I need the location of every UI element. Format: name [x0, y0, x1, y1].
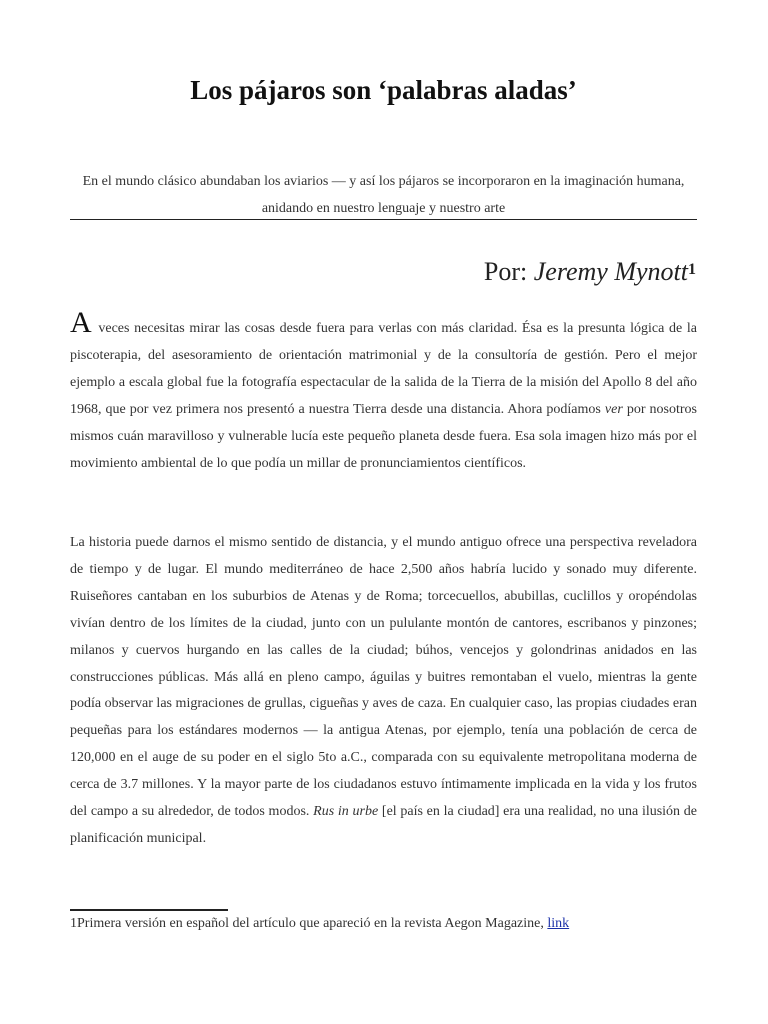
author-name: Jeremy Mynott: [533, 257, 688, 286]
footnote-number: 1: [70, 916, 77, 931]
drop-cap: A: [70, 306, 92, 339]
byline: [484, 254, 696, 290]
article-subtitle: En el mundo clásico abundaban los aviarios — y así los pájaros se incorporaron en la imaginación humana, anidando en nuestro lenguaje y nuestro arte: [82, 174, 685, 216]
paragraph-2-emphasis: Rus in urbe: [313, 804, 379, 820]
paragraph-1-text-b: por nosotros mismos cuán maravilloso y vulnerable lucía este pequeño planeta desde fuera. Esa sola imagen hizo más por el movimiento ambiental de lo que podía un millar de pronunciamientos científicos.: [70, 401, 697, 471]
paragraph-2: [70, 530, 697, 853]
footnote-link[interactable]: link: [547, 916, 570, 931]
paragraph-1-text-a: veces necesitas mirar las cosas desde fuera para verlas con más claridad. Ésa es la presunta lógica de la piscoterapia, del asesoramiento de orientación matrimonial y de la consultoría de gestión. Pero el mejor ejemplo a escala global fue la fotografía espectacular de la salida de la Tierra de la misión del Apollo 8 del año 1968, que por vez primera nos presentó a nuestra Tierra desde una distancia. Ahora podíamos: [70, 321, 697, 417]
paragraph-1-emphasis: ver: [604, 401, 623, 417]
footnote-text: Primera versión en español del artículo que apareció en la revista Aegon Magazine,: [77, 916, 548, 931]
paragraph-2-text-a: La historia puede darnos el mismo sentido de distancia, y el mundo antiguo ofrece una perspectiva reveladora de tiempo y de lugar. El mundo mediterráneo de hace 2,500 años habría lucido y sonado muy diferente. Ruiseñores cantaban en los suburbios de Atenas y de Roma; torcecuellos, abubillas, cuclillos y oropéndolas vivían dentro de los límites de la ciudad, junto con un pululante montón de cantores, escribanos y pinzones; milanos y cuervos hurgando en las calles de la ciudad; búhos, vencejos y golondrinas anidados en las construcciones públicas. Más allá en pleno campo, águilas y buitres remontaban el vuelo, mientras la gente podía observar las migraciones de grullas, cigueñas y aves de caza. En cualquier caso, las propias ciudades eran pequeñas para los estándares modernos — la antigua Atenas, por ejemplo, tenía una población de cerca de 120,000 en el auge de su poder en el siglo 5to a.C., comparada con su equivalente metropolitana moderna de cerca de 3.7 millones. Y la mayor parte de los ciudadanos estuvo íntimamente implicada en la vida y los frutos del campo a su alrededor, de todos modos.: [70, 535, 697, 820]
byline-prefix: Por:: [483, 257, 534, 286]
subtitle-divider: [70, 219, 697, 220]
footnote-reference[interactable]: 1: [688, 261, 696, 278]
footnote-divider: [70, 909, 228, 911]
footnote: [70, 912, 697, 936]
paragraph-2-text-b: [el país en la ciudad] era una realidad, no una ilusión de planificación municipal.: [70, 804, 698, 846]
article-title: Los pájaros son ‘palabras aladas’: [190, 75, 577, 105]
paragraph-1: [70, 306, 697, 477]
